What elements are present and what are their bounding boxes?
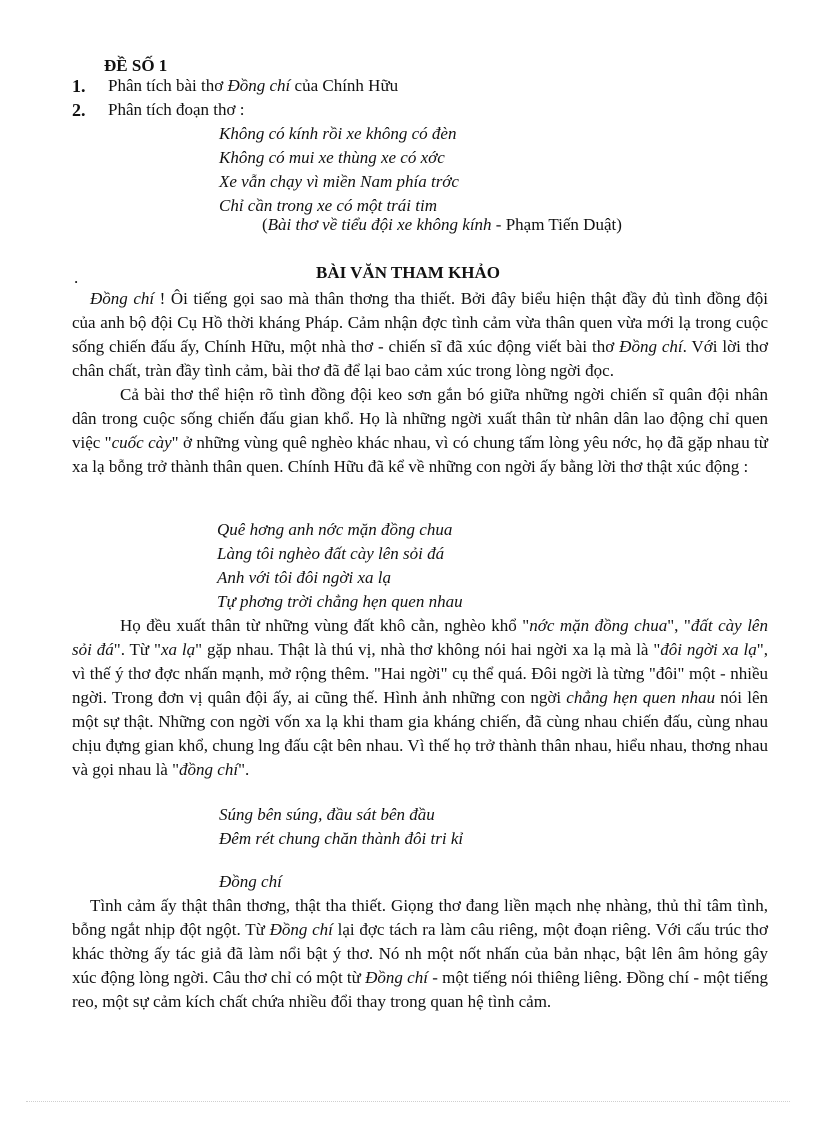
poem-line: Đồng chí bbox=[219, 872, 282, 891]
question-text: Phân tích đoạn thơ : bbox=[108, 100, 245, 119]
poem-excerpt-3 bbox=[219, 803, 463, 851]
poem-line: Anh với tôi đôi ngời xa lạ bbox=[217, 568, 391, 587]
poem-source: (Bài thơ về tiểu đội xe không kính - Phạm Tiến Duật) bbox=[262, 215, 622, 234]
paragraph-3: Họ đều xuất thân từ những vùng đất khô cằn, nghèo khổ "nớc mặn đồng chua", "đất cày lên sỏi đá". Từ "xa lạ" gặp nhau. Thật là thú vị, nhà thơ không nói hai ngời xa lạ mà là "đôi ngời xa lạ", vì thế ý thơ đợc nhấn mạnh, mở rộng thêm. "Hai ngời" cụ thể quá. Đôi ngời là từng "đôi" một - nhiều ngời. Trong đơn vị quân đội ấy, ai cũng thế. Hình ảnh những con ngời chẳng hẹn quen nhau nói lên một sự thật. Những con ngời vốn xa lạ khi tham gia kháng chiến, đã cùng nhau chiến đấu, cùng nhau chịu đựng gian khổ, chung lng đấu cật bên nhau. Vì thế họ trở thành thân nhau, hiểu nhau, thơng nhau và gọi nhau là "đồng chí". bbox=[72, 616, 768, 779]
poem-line: Đêm rét chung chăn thành đôi tri kỉ bbox=[219, 829, 464, 848]
poem-line: Làng tôi nghèo đất cày lên sỏi đá bbox=[217, 544, 445, 563]
page-footer-divider bbox=[26, 1101, 790, 1102]
paragraph-2: Cả bài thơ thể hiện rõ tình đồng đội keo sơn gắn bó giữa những ngời chiến sĩ quân đội nhân dân trong cuộc sống chiến đấu gian khổ. Họ là những ngời xuất thân từ nhân dân lao động chỉ quen việc "cuốc cày" ở những vùng quê nghèo khác nhau, vì có chung tấm lòng yêu nớc, họ đã gặp nhau từ xa lạ bỗng trở thành thân quen. Chính Hữu đã kể về những con ngời ấy bằng lời thơ thật xúc động : bbox=[72, 385, 768, 476]
question-2 bbox=[72, 100, 244, 121]
poem-excerpt-1 bbox=[219, 122, 459, 218]
poem-line: Không có kính rồi xe không có đèn bbox=[219, 124, 457, 143]
bullet-dot: . bbox=[74, 268, 79, 287]
question-1 bbox=[72, 76, 398, 97]
poem-line: Chỉ cần trong xe có một trái tim bbox=[219, 196, 437, 215]
poem-line: Quê hơng anh nớc mặn đồng chua bbox=[217, 520, 453, 539]
paragraph-1: Đồng chí ! Ôi tiếng gọi sao mà thân thơng tha thiết. Bởi đây biểu hiện thật đầy đủ tình đồng đội của anh bộ đội Cụ Hồ thời kháng Pháp. Cảm nhận đợc tình cảm vừa thân quen vừa mới lạ trong cuộc sống chiến đấu ấy, Chính Hữu, một nhà thơ - chiến sĩ đã xúc động viết bài thơ Đồng chí. Với lời thơ chân chất, tràn đầy tình cảm, bài thơ đã để lại bao cảm xúc trong lòng ngời đọc. bbox=[72, 289, 768, 380]
question-number: 2. bbox=[72, 100, 86, 120]
poem-excerpt-2 bbox=[217, 518, 463, 614]
poem-line: Tự phơng trời chẳng hẹn quen nhau bbox=[217, 592, 463, 611]
poem-line: Xe vẫn chạy vì miền Nam phía trớc bbox=[219, 172, 459, 191]
poem-excerpt-4 bbox=[219, 870, 282, 894]
reference-essay-title: BÀI VĂN THAM KHẢO bbox=[315, 263, 501, 282]
poem-line: Không có mui xe thùng xe có xớc bbox=[219, 148, 445, 167]
question-text: Phân tích bài thơ Đồng chí của Chính Hữu bbox=[108, 76, 399, 95]
poem-line: Súng bên súng, đầu sát bên đầu bbox=[219, 805, 435, 824]
question-number: 1. bbox=[72, 76, 86, 96]
paragraph-4: Tình cảm ấy thật thân thơng, thật tha thiết. Giọng thơ đang liền mạch nhẹ nhàng, thủ thỉ tâm tình, bỗng ngắt nhịp đột ngột. Từ Đồng chí lại đợc tách ra làm câu riêng, một đoạn riêng. Với cấu trúc thơ khác thờng ấy tác giả đã làm nổi bật ý thơ. Nó nh một nốt nhấn của bản nhạc, bật lên âm hỏng gây xúc động lòng ngời. Câu thơ chỉ có một từ Đồng chí - một tiếng nói thiêng liêng. Đồng chí - một tiếng reo, một sự cảm kích chất chứa nhiều đổi thay trong quan hệ tình cảm. bbox=[72, 896, 769, 1011]
exam-heading: ĐỀ SỐ 1 bbox=[104, 56, 168, 75]
